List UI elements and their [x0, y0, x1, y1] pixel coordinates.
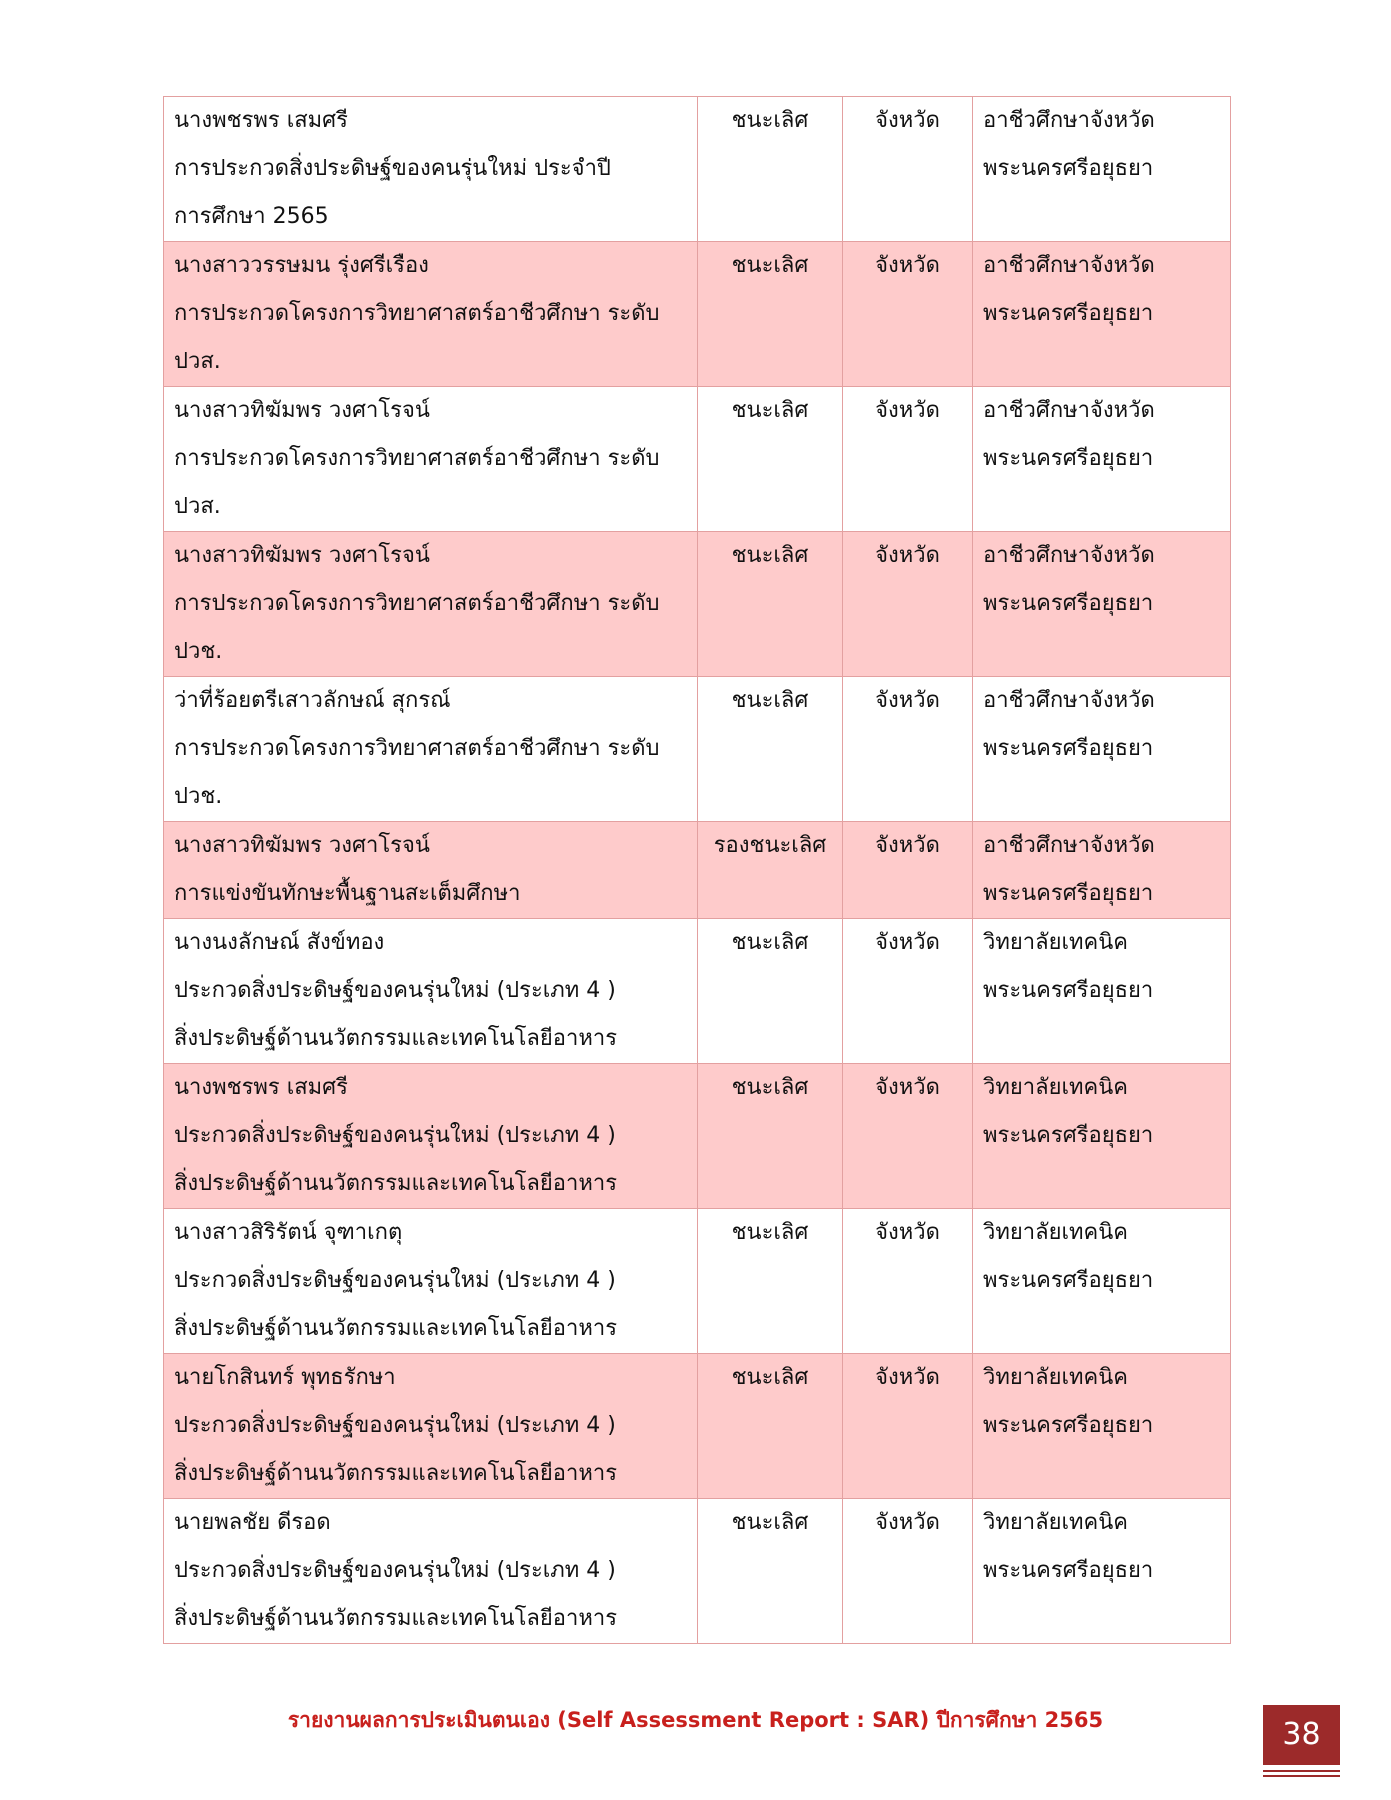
contest-name: ประกวดสิ่งประดิษฐ์ของคนรุ่นใหม่ (ประเภท 4 ) — [174, 1413, 616, 1438]
contest-name: การประกวดโครงการวิทยาศาสตร์อาชีวศึกษา ระดับ — [174, 301, 660, 326]
contest-name: การแข่งขันทักษะพื้นฐานสะเต็มศึกษา — [174, 881, 521, 906]
contest-name: สิ่งประดิษฐ์ด้านนวัตกรรมและเทคโนโลยีอาหาร — [174, 1461, 618, 1486]
award-result: ชนะเลิศ — [731, 1365, 809, 1390]
award-organizer-cell — [973, 1064, 1231, 1209]
contest-name: ประกวดสิ่งประดิษฐ์ของคนรุ่นใหม่ (ประเภท 4 ) — [174, 978, 616, 1003]
award-level-cell — [843, 1064, 973, 1209]
contest-name: ปวช. — [174, 639, 223, 664]
award-organizer: วิทยาลัยเทคนิค — [983, 1510, 1128, 1535]
awardee-name: นางสาวทิฆัมพร วงศาโรจน์ — [174, 833, 430, 858]
awardee-name: นายพลชัย ดีรอด — [174, 1510, 331, 1535]
award-level: จังหวัด — [875, 253, 940, 278]
award-organizer-cell — [973, 919, 1231, 1064]
award-level: จังหวัด — [875, 833, 940, 858]
award-organizer: อาชีวศึกษาจังหวัด — [983, 543, 1155, 568]
award-organizer: วิทยาลัยเทคนิค — [983, 1365, 1128, 1390]
award-detail-cell — [164, 242, 698, 387]
awards-table — [163, 96, 1231, 1644]
award-result: ชนะเลิศ — [731, 1220, 809, 1245]
awardee-name: นายโกสินทร์ พุทธรักษา — [174, 1365, 396, 1390]
contest-name: ประกวดสิ่งประดิษฐ์ของคนรุ่นใหม่ (ประเภท 4 ) — [174, 1123, 616, 1148]
award-result: ชนะเลิศ — [731, 930, 809, 955]
award-level: จังหวัด — [875, 543, 940, 568]
contest-name: ปวส. — [174, 494, 221, 519]
award-result-cell — [698, 242, 843, 387]
award-organizer: พระนครศรีอยุธยา — [983, 446, 1154, 471]
award-organizer: พระนครศรีอยุธยา — [983, 881, 1154, 906]
table-row — [164, 532, 1231, 677]
award-organizer: พระนครศรีอยุธยา — [983, 978, 1154, 1003]
contest-name: ปวส. — [174, 349, 221, 374]
awardee-name: ว่าที่ร้อยตรีเสาวลักษณ์ สุกรณ์ — [174, 688, 451, 713]
award-level-cell — [843, 1499, 973, 1644]
contest-name: การศึกษา 2565 — [174, 204, 329, 229]
award-level-cell — [843, 242, 973, 387]
award-result-cell — [698, 97, 843, 242]
contest-name: สิ่งประดิษฐ์ด้านนวัตกรรมและเทคโนโลยีอาหาร — [174, 1606, 618, 1631]
table-row — [164, 677, 1231, 822]
award-level-cell — [843, 677, 973, 822]
contest-name: การประกวดโครงการวิทยาศาสตร์อาชีวศึกษา ระดับ — [174, 591, 660, 616]
award-organizer: วิทยาลัยเทคนิค — [983, 1075, 1128, 1100]
table-row — [164, 1354, 1231, 1499]
award-level: จังหวัด — [875, 688, 940, 713]
award-organizer-cell — [973, 1354, 1231, 1499]
award-detail-cell — [164, 919, 698, 1064]
award-organizer: พระนครศรีอยุธยา — [983, 301, 1154, 326]
award-organizer: พระนครศรีอยุธยา — [983, 1558, 1154, 1583]
award-organizer: วิทยาลัยเทคนิค — [983, 1220, 1128, 1245]
award-organizer-cell — [973, 387, 1231, 532]
award-organizer-cell — [973, 532, 1231, 677]
contest-name: ปวช. — [174, 784, 223, 809]
awardee-name: นางสาววรรษมน รุ่งศรีเรือง — [174, 253, 429, 278]
award-organizer-cell — [973, 1209, 1231, 1354]
award-result: ชนะเลิศ — [731, 688, 809, 713]
award-result: ชนะเลิศ — [731, 253, 809, 278]
award-level: จังหวัด — [875, 108, 940, 133]
table-row — [164, 1209, 1231, 1354]
contest-name: การประกวดสิ่งประดิษฐ์ของคนรุ่นใหม่ ประจำปี — [174, 156, 611, 181]
award-level: จังหวัด — [875, 930, 940, 955]
award-result-cell — [698, 919, 843, 1064]
table-row — [164, 822, 1231, 919]
award-detail-cell — [164, 532, 698, 677]
award-organizer-cell — [973, 97, 1231, 242]
award-organizer: พระนครศรีอยุธยา — [983, 1123, 1154, 1148]
award-organizer: วิทยาลัยเทคนิค — [983, 930, 1128, 955]
award-organizer: อาชีวศึกษาจังหวัด — [983, 833, 1155, 858]
award-level: จังหวัด — [875, 398, 940, 423]
award-organizer-cell — [973, 242, 1231, 387]
award-result-cell — [698, 1209, 843, 1354]
award-result-cell — [698, 532, 843, 677]
award-organizer: อาชีวศึกษาจังหวัด — [983, 253, 1155, 278]
award-organizer: อาชีวศึกษาจังหวัด — [983, 108, 1155, 133]
awards-table-body — [164, 97, 1231, 1644]
table-row — [164, 919, 1231, 1064]
award-level: จังหวัด — [875, 1365, 940, 1390]
award-result-cell — [698, 1354, 843, 1499]
awardee-name: นางนงลักษณ์ สังข์ทอง — [174, 930, 385, 955]
award-organizer-cell — [973, 1499, 1231, 1644]
award-organizer: พระนครศรีอยุธยา — [983, 591, 1154, 616]
table-row — [164, 97, 1231, 242]
page-number: 38 — [1263, 1705, 1340, 1765]
table-row — [164, 1064, 1231, 1209]
award-detail-cell — [164, 677, 698, 822]
page-number-rule — [1263, 1770, 1340, 1772]
award-result: รองชนะเลิศ — [713, 833, 827, 858]
award-result-cell — [698, 387, 843, 532]
award-result: ชนะเลิศ — [731, 108, 809, 133]
award-organizer: อาชีวศึกษาจังหวัด — [983, 688, 1155, 713]
award-detail-cell — [164, 387, 698, 532]
award-result-cell — [698, 677, 843, 822]
award-detail-cell — [164, 1209, 698, 1354]
award-level-cell — [843, 387, 973, 532]
award-level: จังหวัด — [875, 1220, 940, 1245]
award-organizer: พระนครศรีอยุธยา — [983, 1413, 1154, 1438]
contest-name: สิ่งประดิษฐ์ด้านนวัตกรรมและเทคโนโลยีอาหาร — [174, 1316, 618, 1341]
award-level: จังหวัด — [875, 1510, 940, 1535]
award-level-cell — [843, 532, 973, 677]
awardee-name: นางพชรพร เสมศรี — [174, 108, 348, 133]
contest-name: ประกวดสิ่งประดิษฐ์ของคนรุ่นใหม่ (ประเภท 4 ) — [174, 1558, 616, 1583]
award-detail-cell — [164, 97, 698, 242]
award-result-cell — [698, 1499, 843, 1644]
table-row — [164, 242, 1231, 387]
award-organizer-cell — [973, 822, 1231, 919]
award-level-cell — [843, 1209, 973, 1354]
award-level: จังหวัด — [875, 1075, 940, 1100]
award-organizer: พระนครศรีอยุธยา — [983, 156, 1154, 181]
award-result-cell — [698, 1064, 843, 1209]
award-detail-cell — [164, 1499, 698, 1644]
award-level-cell — [843, 822, 973, 919]
contest-name: ประกวดสิ่งประดิษฐ์ของคนรุ่นใหม่ (ประเภท 4 ) — [174, 1268, 616, 1293]
awardee-name: นางสาวสิริรัตน์ จุฑาเกตุ — [174, 1220, 403, 1245]
award-result: ชนะเลิศ — [731, 398, 809, 423]
award-organizer: พระนครศรีอยุธยา — [983, 1268, 1154, 1293]
award-detail-cell — [164, 1354, 698, 1499]
contest-name: การประกวดโครงการวิทยาศาสตร์อาชีวศึกษา ระดับ — [174, 446, 660, 471]
award-detail-cell — [164, 822, 698, 919]
table-row — [164, 1499, 1231, 1644]
award-organizer-cell — [973, 677, 1231, 822]
award-level-cell — [843, 919, 973, 1064]
contest-name: การประกวดโครงการวิทยาศาสตร์อาชีวศึกษา ระดับ — [174, 736, 660, 761]
award-result: ชนะเลิศ — [731, 543, 809, 568]
awardee-name: นางสาวทิฆัมพร วงศาโรจน์ — [174, 398, 430, 423]
award-level-cell — [843, 97, 973, 242]
award-result: ชนะเลิศ — [731, 1075, 809, 1100]
award-result-cell — [698, 822, 843, 919]
award-result: ชนะเลิศ — [731, 1510, 809, 1535]
awardee-name: นางพชรพร เสมศรี — [174, 1075, 348, 1100]
table-row — [164, 387, 1231, 532]
award-organizer: อาชีวศึกษาจังหวัด — [983, 398, 1155, 423]
contest-name: สิ่งประดิษฐ์ด้านนวัตกรรมและเทคโนโลยีอาหาร — [174, 1171, 618, 1196]
report-title: รายงานผลการประเมินตนเอง (Self Assessment Report : SAR) ปีการศึกษา 2565 — [287, 1708, 1104, 1732]
contest-name: สิ่งประดิษฐ์ด้านนวัตกรรมและเทคโนโลยีอาหาร — [174, 1026, 618, 1051]
award-level-cell — [843, 1354, 973, 1499]
awardee-name: นางสาวทิฆัมพร วงศาโรจน์ — [174, 543, 430, 568]
award-organizer: พระนครศรีอยุธยา — [983, 736, 1154, 761]
page-number-rule — [1263, 1775, 1340, 1777]
award-detail-cell — [164, 1064, 698, 1209]
